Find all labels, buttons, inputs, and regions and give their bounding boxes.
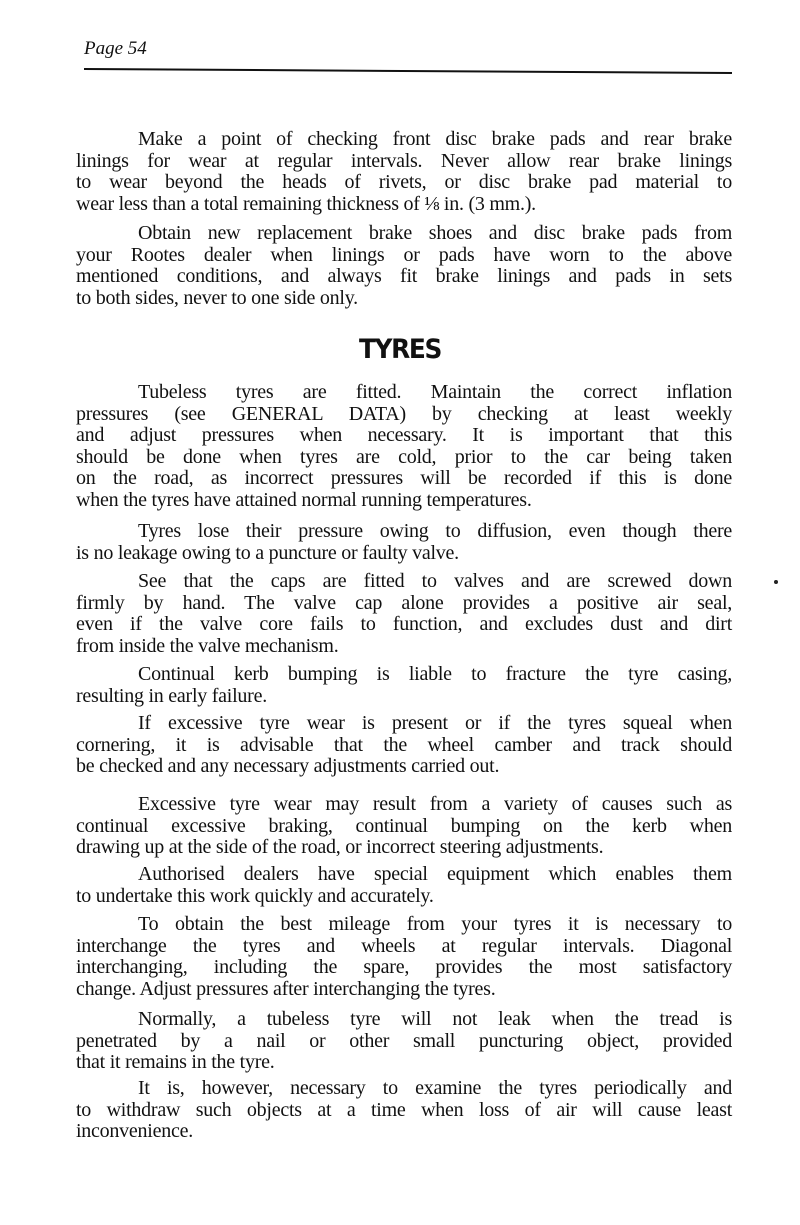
text-line: is no leakage owing to a puncture or faulty valve. xyxy=(76,541,459,564)
text-line: Tyres lose their pressure owing to diffusion, even though there xyxy=(138,520,732,542)
text-line: If excessive tyre wear is present or if the tyres squeal when xyxy=(138,712,732,734)
text-line: interchanging, including the spare, provides the most satisfactory xyxy=(76,956,732,979)
paragraph xyxy=(76,223,732,309)
text-line: Normally, a tubeless tyre will not leak when the tread is xyxy=(138,1008,732,1030)
paragraph xyxy=(76,382,732,512)
header-rule xyxy=(84,68,732,74)
text-line: Make a point of checking front disc brake pads and rear brake xyxy=(138,128,732,150)
text-line: Obtain new replacement brake shoes and disc brake pads from xyxy=(138,222,732,244)
text-line: to withdraw such objects at a time when loss of air will cause least xyxy=(76,1098,732,1121)
text-line: inconvenience. xyxy=(76,1120,193,1143)
text-line: cornering, it is advisable that the wheel camber and track should xyxy=(76,733,732,756)
paragraph xyxy=(76,664,732,707)
text-line: your Rootes dealer when linings or pads have worn to the above xyxy=(76,243,732,266)
page-number: Page 54 xyxy=(84,38,147,59)
text-line: penetrated by a nail or other small puncturing object, provided xyxy=(76,1029,732,1052)
text-line: linings for wear at regular intervals. Never allow rear brake linings xyxy=(76,149,732,172)
text-line: to undertake this work quickly and accurately. xyxy=(76,884,434,907)
text-line: mentioned conditions, and always fit brake linings and pads in sets xyxy=(76,265,732,288)
text-line: to both sides, never to one side only. xyxy=(76,286,358,309)
text-line: It is, however, necessary to examine the tyres periodically and xyxy=(138,1077,732,1099)
text-line: Continual kerb bumping is liable to fracture the tyre casing, xyxy=(138,663,732,685)
text-line: be checked and any necessary adjustments carried out. xyxy=(76,755,500,778)
text-line: and adjust pressures when necessary. It is important that this xyxy=(76,424,732,447)
section-heading: TYRES xyxy=(358,334,442,365)
text-line: resulting in early failure. xyxy=(76,684,267,707)
text-line: drawing up at the side of the road, or incorrect steering adjustments. xyxy=(76,836,604,859)
text-line: continual excessive braking, continual bumping on the kerb when xyxy=(76,814,732,837)
paragraph xyxy=(76,571,732,657)
text-line: See that the caps are fitted to valves and are screwed down xyxy=(138,570,732,592)
text-line: should be done when tyres are cold, prior to the car being taken xyxy=(76,445,732,468)
text-line: wear less than a total remaining thickness of ⅛ in. (3 mm.). xyxy=(76,192,536,215)
paragraph xyxy=(76,521,732,564)
paragraph xyxy=(76,129,732,215)
scan-speck xyxy=(774,580,778,584)
paragraph xyxy=(76,864,732,907)
text-line: interchange the tyres and wheels at regular intervals. Diagonal xyxy=(76,934,732,957)
text-line: change. Adjust pressures after interchanging the tyres. xyxy=(76,977,496,1000)
text-line: Authorised dealers have special equipment which enables them xyxy=(138,863,732,885)
text-line: Excessive tyre wear may result from a variety of causes such as xyxy=(138,793,732,815)
paragraph xyxy=(76,1078,732,1143)
text-line: on the road, as incorrect pressures will be recorded if this is done xyxy=(76,467,732,490)
paragraph xyxy=(76,794,732,859)
paragraph xyxy=(76,1009,732,1074)
text-line: firmly by hand. The valve cap alone provides a positive air seal, xyxy=(76,591,732,614)
text-line: pressures (see GENERAL DATA) by checking at least weekly xyxy=(76,402,732,425)
text-line: when the tyres have attained normal running temperatures. xyxy=(76,488,532,511)
text-line: from inside the valve mechanism. xyxy=(76,634,339,657)
text-line: to wear beyond the heads of rivets, or disc brake pad material to xyxy=(76,171,732,194)
paragraph xyxy=(76,713,732,778)
text-line: even if the valve core fails to function, and excludes dust and dirt xyxy=(76,613,732,636)
text-line: To obtain the best mileage from your tyres it is necessary to xyxy=(138,913,732,935)
paragraph xyxy=(76,914,732,1000)
text-line: that it remains in the tyre. xyxy=(76,1051,275,1074)
text-line: Tubeless tyres are fitted. Maintain the correct inflation xyxy=(138,381,732,403)
